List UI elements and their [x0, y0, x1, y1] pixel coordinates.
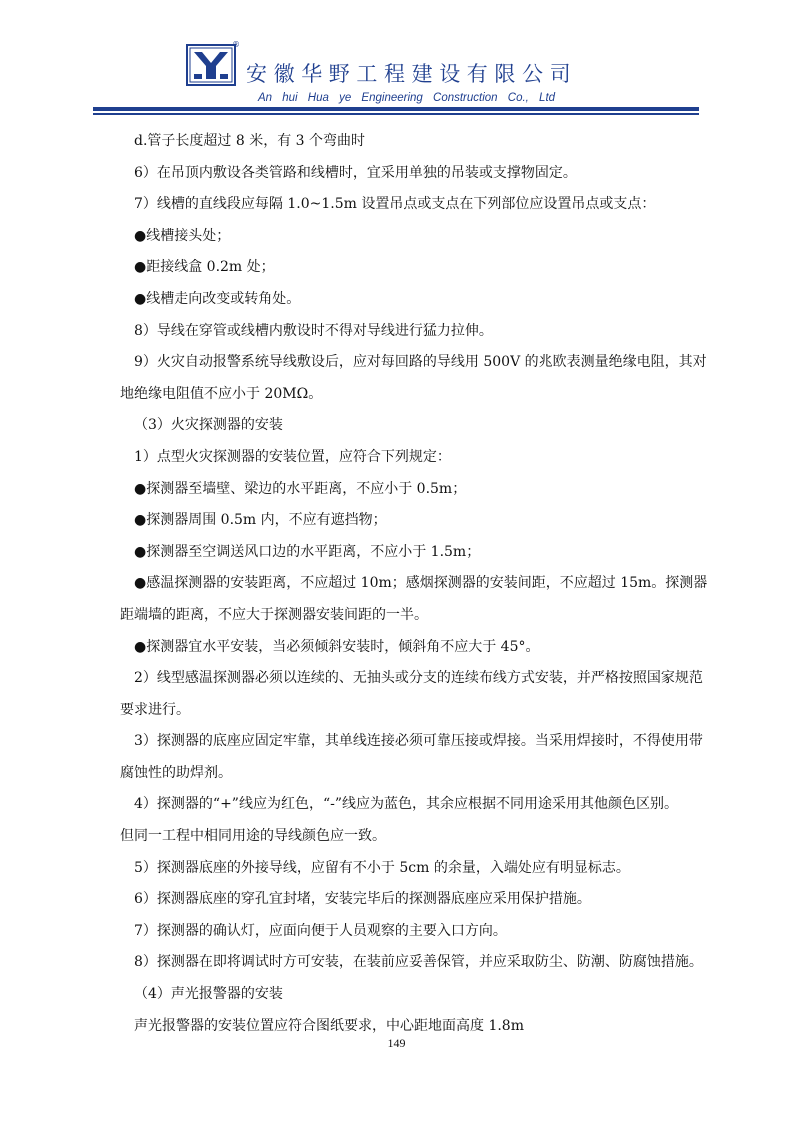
- text-line: ●探测器至墙壁、梁边的水平距离，不应小于 0.5m；: [134, 480, 467, 497]
- registered-mark: ®: [232, 40, 240, 49]
- page-header: [0, 0, 793, 120]
- text-line-continuation: 但同一工程中相同用途的导线颜色应一致。: [120, 828, 386, 845]
- text-line: ●探测器周围 0.5m 内，不应有遮挡物；: [134, 512, 387, 529]
- section-heading: （4）声光报警器的安装: [134, 986, 283, 1003]
- text-line: 7）探测器的确认灯，应面向便于人员观察的主要入口方向。: [134, 922, 507, 939]
- section-heading: （3）火灾探测器的安装: [134, 417, 283, 434]
- text-line: ●探测器至空调送风口边的水平距离，不应小于 1.5m；: [134, 543, 481, 560]
- document-body: [120, 126, 708, 1042]
- text-line-continuation: 要求进行。: [120, 701, 190, 718]
- text-line: ●线槽接头处；: [134, 227, 231, 244]
- text-line-continuation: 腐蚀性的助焊剂。: [120, 764, 232, 781]
- text-line: 5）探测器底座的外接导线，应留有不小于 5cm 的余量，入端处应有明显标志。: [134, 859, 630, 876]
- company-logo-icon: [186, 44, 236, 86]
- text-line: d.管子长度超过 8 米，有 3 个弯曲时: [134, 133, 366, 149]
- text-line: 6）在吊顶内敷设各类管路和线槽时，宜采用单独的吊装或支撑物固定。: [134, 164, 577, 181]
- text-line: 声光报警器的安装位置应符合图纸要求，中心距地面高度 1.8m: [134, 1017, 524, 1034]
- text-line: 8）导线在穿管或线槽内敷设时不得对导线进行猛力拉伸。: [134, 322, 493, 339]
- text-line-continuation: 地绝缘电阻值不应小于 20MΩ。: [120, 385, 323, 402]
- text-line: ●距接线盒 0.2m 处；: [134, 259, 275, 276]
- text-line: 4）探测器的“+”线应为红色，“-”线应为蓝色，其余应根据不同用途采用其他颜色区别。: [134, 796, 678, 813]
- header-rule-thin: [93, 113, 699, 115]
- text-line: ●线槽走向改变或转角处。: [134, 290, 301, 307]
- text-line: ●感温探测器的安装距离，不应超过 10m；感烟探测器的安装间距，不应超过 15m。探测器: [134, 575, 708, 592]
- text-line: 6）探测器底座的穿孔宜封堵，安装完毕后的探测器底座应采用保护措施。: [134, 891, 591, 908]
- company-name-en: An hui Hua ye Engineering Construction Co., Ltd: [258, 92, 556, 104]
- text-line: 3）探测器的底座应固定牢靠，其单线连接必须可靠压接或焊接。当采用焊接时，不得使用带: [134, 733, 703, 750]
- header-rule-thick: [93, 107, 699, 111]
- text-line-continuation: 距端墙的距离，不应大于探测器安装间距的一半。: [120, 606, 428, 623]
- company-name-cn: 安徽华野工程建设有限公司: [246, 62, 578, 86]
- text-line: 2）线型感温探测器必须以连续的、无抽头或分支的连续布线方式安装，并严格按照国家规范: [134, 670, 703, 687]
- text-line: 7）线槽的直线段应每隔 1.0~1.5m 设置吊点或支点在下列部位应设置吊点或支点：: [134, 196, 656, 213]
- page-number: 149: [387, 1036, 406, 1050]
- text-line: ●探测器宜水平安装，当必须倾斜安装时，倾斜角不应大于 45°。: [134, 638, 540, 655]
- text-line: 8）探测器在即将调试时方可安装，在装前应妥善保管，并应采取防尘、防潮、防腐蚀措施。: [134, 954, 703, 971]
- text-line: 9）火灾自动报警系统导线敷设后，应对每回路的导线用 500V 的兆欧表测量绝缘电阻，其对: [134, 354, 707, 371]
- text-line: 1）点型火灾探测器的安装位置，应符合下列规定：: [134, 448, 451, 465]
